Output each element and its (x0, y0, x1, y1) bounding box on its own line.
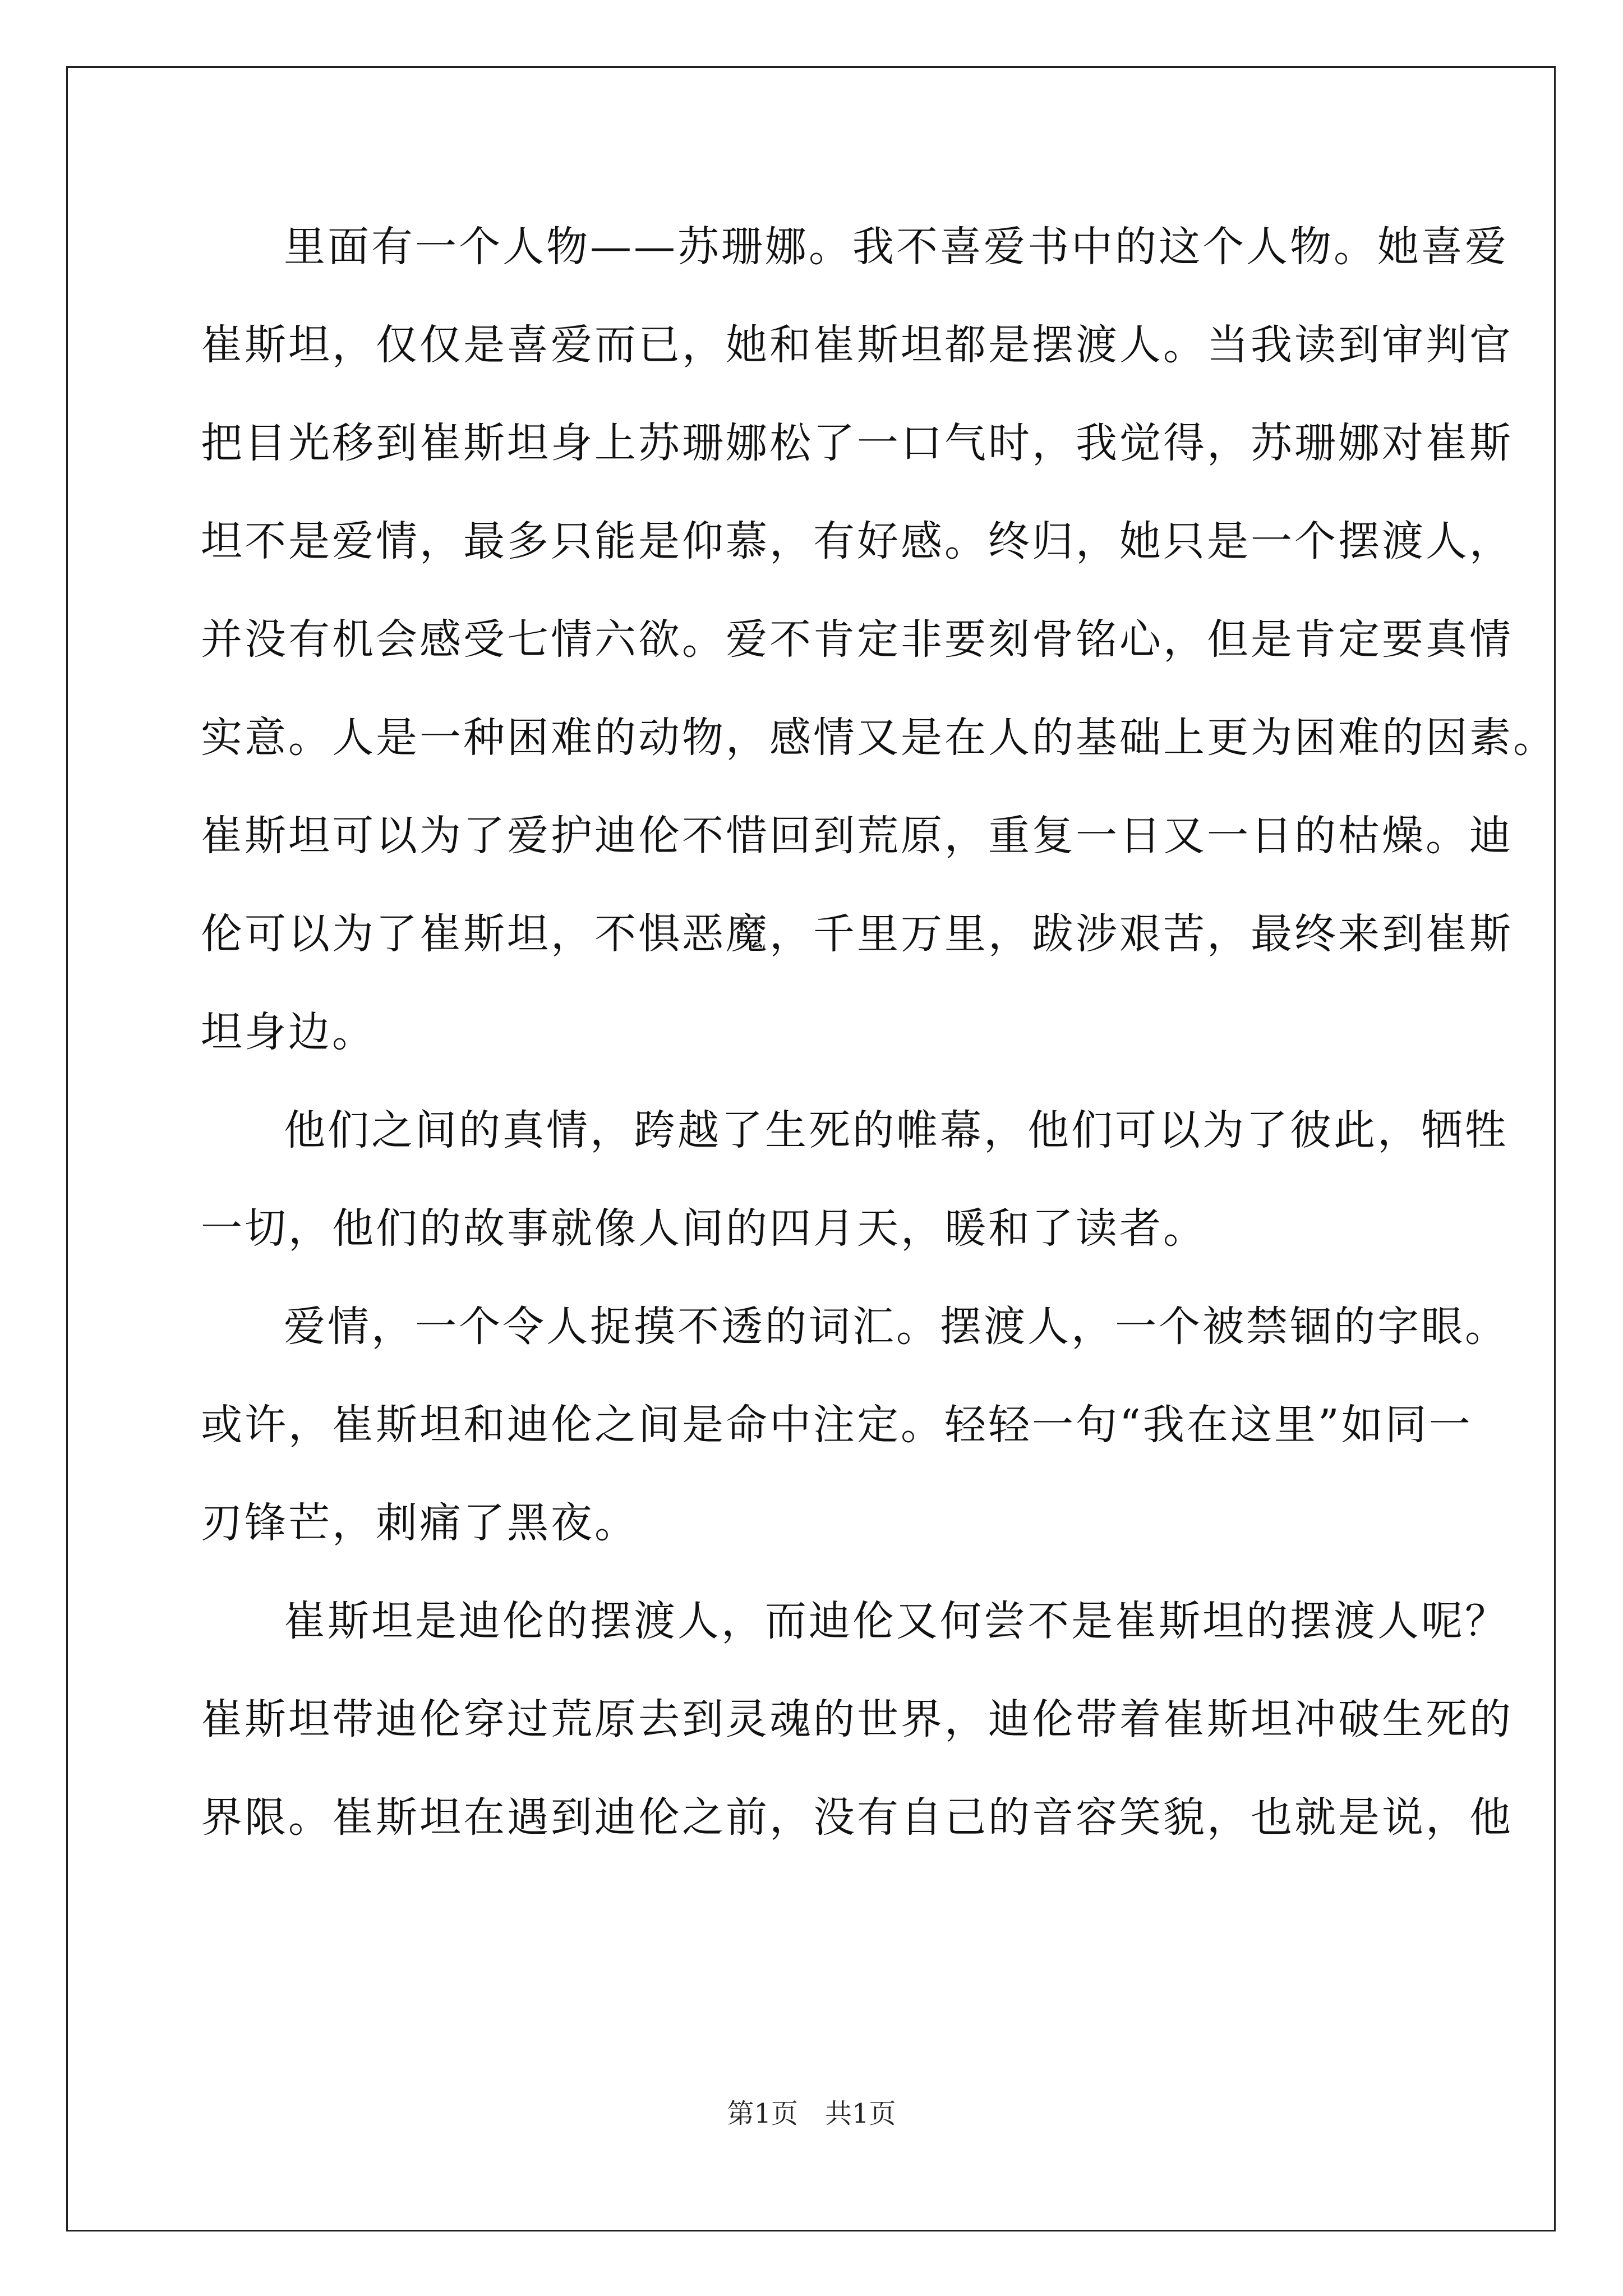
text-line-6: 实意。人是一种困难的动物，感情又是在人的基础上更为困难的因素。 (201, 714, 1557, 762)
text-line-2: 崔斯坦，仅仅是喜爱而已，她和崔斯坦都是摆渡人。当我读到审判官 (201, 321, 1513, 369)
text-line-1: 里面有一个人物——苏珊娜。我不喜爱书中的这个人物。她喜爱 (284, 223, 1509, 271)
text-line-3: 把目光移到崔斯坦身上苏珊娜松了一口气时，我觉得，苏珊娜对崔斯 (201, 419, 1513, 467)
text-line-12: 爱情，一个令人捉摸不透的词汇。摆渡人，一个被禁锢的字眼。 (284, 1303, 1509, 1351)
page-footer: 第1页 共1页 (727, 2098, 896, 2129)
text-line-16: 崔斯坦带迪伦穿过荒原去到灵魂的世界，迪伦带着崔斯坦冲破生死的 (201, 1695, 1513, 1743)
text-line-13: 或许，崔斯坦和迪伦之间是命中注定。轻轻一句“我在这里”如同一 (201, 1401, 1473, 1449)
text-line-4: 坦不是爱情，最多只能是仰慕，有好感。终归，她只是一个摆渡人， (201, 517, 1513, 565)
text-line-9: 坦身边。 (201, 1008, 376, 1056)
text-line-14: 刃锋芒，刺痛了黑夜。 (201, 1499, 638, 1547)
text-line-11: 一切，他们的故事就像人间的四月天，暖和了读者。 (201, 1204, 1207, 1253)
text-line-17: 界限。崔斯坦在遇到迪伦之前，没有自己的音容笑貌，也就是说，他 (201, 1793, 1513, 1842)
text-line-10: 他们之间的真情，跨越了生死的帷幕，他们可以为了彼此，牺牲 (284, 1106, 1509, 1154)
text-line-8: 伦可以为了崔斯坦，不惧恶魔，千里万里，跋涉艰苦，最终来到崔斯 (201, 910, 1513, 958)
text-line-15: 崔斯坦是迪伦的摆渡人，而迪伦又何尝不是崔斯坦的摆渡人呢？ (284, 1597, 1509, 1645)
text-line-5: 并没有机会感受七情六欲。爱不肯定非要刻骨铭心，但是肯定要真情 (201, 615, 1513, 664)
text-line-7: 崔斯坦可以为了爱护迪伦不惜回到荒原，重复一日又一日的枯燥。迪 (201, 812, 1513, 860)
